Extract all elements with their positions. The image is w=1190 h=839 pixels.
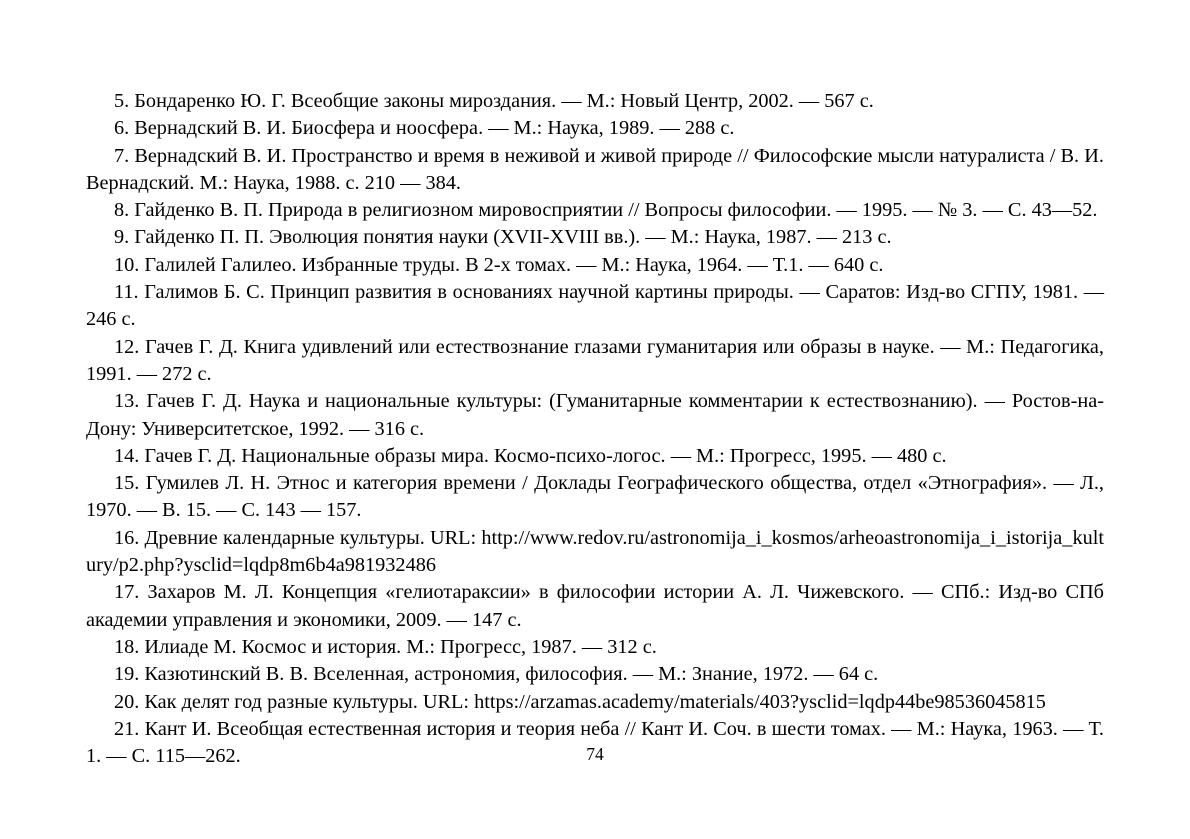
list-item: 10. Галилей Галилео. Избранные труды. В 2-х томах. — М.: Наука, 1964. — Т.1. — 640 с. [114,253,884,276]
list-item: 5. Бондаренко Ю. Г. Всеобщие законы мироздания. — М.: Новый Центр, 2002. — 567 с. [114,90,874,112]
bibliography-list [86,88,1104,770]
list-item: 17. Захаров М. Л. Концепция «гелиотараксии» в философии истории А. Л. Чижевского. — СПб.: Изд-во СПб академии управления и экономики, 2009. — 147 с. [86,581,1104,631]
list-item: 12. Гачев Г. Д. Книга удивлений или естествознание глазами гуманитария или образы в науке. — М.: Педагогика, 1991. — 272 с. [86,335,1104,385]
page-number: 74 [586,744,604,764]
list-item: 20. Как делят год разные культуры. URL: https://arzamas.academy/materials/403?ysclid=lqdp44be98536045815 [114,690,1046,713]
list-item: 19. Казютинский В. В. Вселенная, астрономия, философия. — М.: Знание, 1972. — 64 с. [114,663,879,686]
list-item: 11. Галимов Б. С. Принцип развития в основаниях научной картины природы. — Саратов: Изд-во СГПУ, 1981. — 246 с. [86,281,1104,331]
list-item: 18. Илиаде М. Космос и история. М.: Прогресс, 1987. — 312 с. [114,635,657,658]
list-item: 15. Гумилев Л. Н. Этнос и категория времени / Доклады Географического общества, отдел «Этнография». — Л., 1970. — В. 15. — С. 143 — 157. [86,472,1104,522]
list-item: 13. Гачев Г. Д. Наука и национальные культуры: (Гуманитарные комментарии к естествознанию). — Ростов-на-Дону: Университетское, 1992. — 316 с. [86,390,1104,440]
list-item: 9. Гайденко П. П. Эволюция понятия науки (XVII-XVIII вв.). — М.: Наука, 1987. — 213 с. [114,226,892,249]
list-item: 16. Древние календарные культуры. URL: http://www.redov.ru/astronomija_i_kosmos/arheoastronomija_i_istorija_kultury/p2.php?ysclid=lqdp8m6b4a981932486 [86,526,1104,577]
list-item: 21. Кант И. Всеобщая естественная история и теория неба // Кант И. Соч. в шести томах. — М.: Наука, 1963. — Т. 1. — С. 115—262. [86,717,1104,768]
list-item: 6. Вернадский В. И. Биосфера и ноосфера. — М.: Наука, 1989. — 288 с. [114,117,735,140]
list-item: 14. Гачев Г. Д. Национальные образы мира. Космо-психо-логос. — М.: Прогресс, 1995. — 480 с. [114,444,947,467]
list-item: 7. Вернадский В. И. Пространство и время в неживой и живой природе // Философские мысли натуралиста / В. И. Вернадский. М.: Наука, 1988. с. 210 — 384. [86,144,1104,194]
list-item: 8. Гайденко В. П. Природа в религиозном мировосприятии // Вопросы философии. — 1995. — № 3. — С. 43—52. [114,199,1098,222]
